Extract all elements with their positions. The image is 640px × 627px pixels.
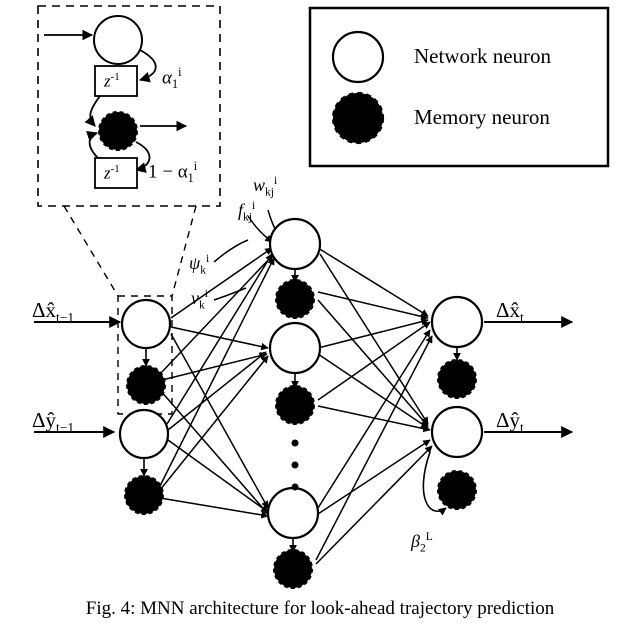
hidden-memory-neuron-3: [274, 550, 312, 588]
weight-label-psi-k: $\psi_k^i$: [189, 253, 210, 277]
input-network-neuron-2: [120, 410, 168, 458]
input-label-dx: $\Delta x̂_{t-1}$: [32, 298, 75, 326]
network-graph: [34, 210, 572, 588]
output-memory-neuron-2: [438, 471, 476, 509]
figure-caption: Fig. 4: MNN architecture for look-ahead trajectory prediction: [85, 598, 555, 619]
legend-box: [310, 8, 608, 166]
hidden-memory-neuron-2: [276, 386, 314, 424]
hidden-network-neuron-2: [270, 323, 320, 373]
input-memory-neuron-2: [125, 476, 163, 514]
weight-label-beta-2: $\beta_2^L$: [411, 531, 433, 555]
legend-label-memory-neuron: Memory neuron: [414, 105, 550, 129]
delay-block-label-2: $z^{-1}$: [104, 163, 120, 183]
alpha-label: $\alpha_1^i$: [162, 65, 182, 92]
hidden-memory-neuron-1: [276, 280, 314, 318]
weight-label-v-k: $v_k^i$: [191, 288, 208, 312]
weight-label-w-kj: $w_{kj}^i$: [253, 175, 278, 199]
input-network-neuron-1: [122, 300, 170, 348]
legend-label-network-neuron: Network neuron: [414, 44, 552, 68]
output-network-neuron-1: [432, 297, 482, 347]
output-label-dx: $\Delta x̂_t$: [496, 298, 524, 326]
delay-block-label-1: $z^{-1}$: [104, 71, 120, 91]
output-label-dy: $\Delta ŷ_t$: [496, 408, 524, 436]
input-label-dy: $\Delta ŷ_{t-1}$: [32, 408, 75, 436]
one-minus-alpha-label: $1 - \alpha_1^i$: [148, 159, 198, 186]
inset-memory-detail: [38, 6, 220, 414]
hidden-network-neuron-3: [268, 488, 318, 538]
output-network-neuron-2: [432, 407, 482, 457]
input-memory-neuron-1: [127, 366, 165, 404]
weight-label-f-kj: $f_{kj}^i$: [238, 200, 256, 224]
hidden-network-neuron-1: [270, 219, 320, 269]
output-memory-neuron-1: [438, 360, 476, 398]
